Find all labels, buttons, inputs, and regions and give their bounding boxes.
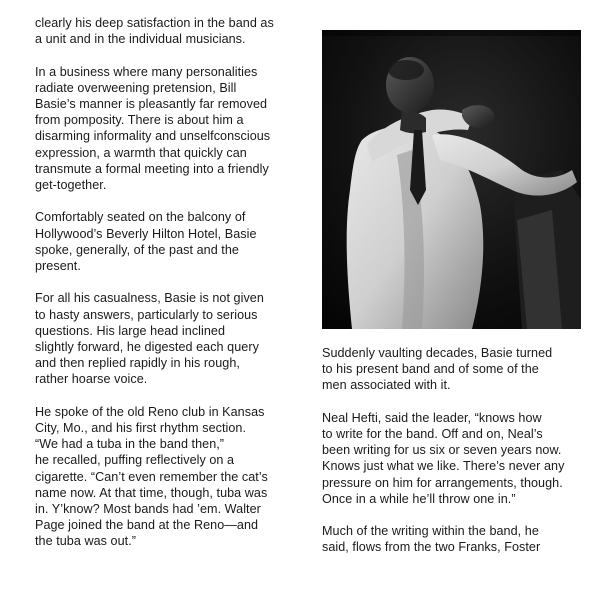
text-line: expression, a warmth that quickly can [35, 145, 247, 160]
text-line: Comfortably seated on the balcony of [35, 210, 246, 225]
text-line: to his present band and of some of the [322, 362, 539, 377]
text-line: City, Mo., and his first rhythm section. [35, 421, 247, 436]
text-line: For all his casualness, Basie is not given [35, 291, 264, 306]
text-line: “We had a tuba in the band then,” [35, 437, 225, 452]
photo-image-icon [322, 30, 581, 329]
text-line: Basie’s manner is pleasantly far removed [35, 97, 268, 111]
text-line: in. Y’know? Most bands had ’em. Walter [35, 502, 261, 517]
text-line: cigarette. “Can’t even remember the cat’s [35, 469, 268, 484]
text-line: present. [35, 259, 81, 274]
text-line: radiate overweening pretension, Bill [35, 80, 237, 95]
text-line: In a business where many personalities [35, 64, 258, 79]
paragraph [35, 64, 297, 194]
text-line: said, flows from the two Franks, Foster [322, 540, 541, 555]
text-line: Suddenly vaulting decades, Basie turned [322, 346, 553, 360]
text-line: Neal Hefti, said the leader, “knows how [322, 410, 542, 425]
text-line: a unit and in the individual musicians. [35, 32, 246, 47]
left-text-column [35, 15, 297, 566]
text-line: from pomposity. There is about him a [35, 113, 244, 128]
paragraph [35, 404, 297, 550]
text-line: spoke, generally, of the past and the [35, 242, 239, 257]
text-line: slightly forward, he digested each query [35, 340, 259, 355]
text-line: to write for the band. Off and on, Neal’s [322, 427, 543, 441]
text-line: men associated with it. [322, 378, 451, 393]
text-line: to hasty answers, particularly to serious [35, 307, 258, 322]
text-line: He spoke of the old Reno club in Kansas [35, 404, 265, 419]
text-line: transmute a formal meeting into a friendly [35, 161, 269, 176]
text-line: Once in a while he’ll throw one in.” [322, 491, 516, 506]
paragraph [35, 15, 297, 47]
text-line: Page joined the band at the Reno—and [35, 518, 259, 533]
text-line: questions. His large head inclined [35, 323, 226, 338]
text-line: been writing for us six or seven years now. [322, 443, 562, 458]
text-line: and then replied rapidly in his rough, [35, 356, 240, 371]
paragraph [322, 345, 590, 394]
text-line: disarming informality and unselfconscious [35, 129, 271, 144]
text-line: get-together. [35, 178, 107, 193]
text-line: Hollywood’s Beverly Hilton Hotel, Basie [35, 226, 257, 241]
paragraph [322, 523, 590, 555]
text-line: name now. At that time, though, tuba was [35, 485, 268, 500]
paragraph [35, 290, 297, 387]
right-text-column [322, 345, 590, 572]
text-line: the tuba was out.” [35, 534, 137, 549]
photo [322, 30, 581, 329]
text-line: he recalled, puffing reflectively on a [35, 453, 235, 468]
paragraph [322, 410, 590, 507]
text-line: rather hoarse voice. [35, 372, 148, 387]
text-line: clearly his deep satisfaction in the band as [35, 16, 274, 30]
text-line: Much of the writing within the band, he [322, 524, 539, 539]
text-line: Knows just what we like. There’s never any [322, 459, 565, 474]
paragraph [35, 209, 297, 274]
text-line: pressure on him for arrangements, though. [322, 475, 563, 490]
